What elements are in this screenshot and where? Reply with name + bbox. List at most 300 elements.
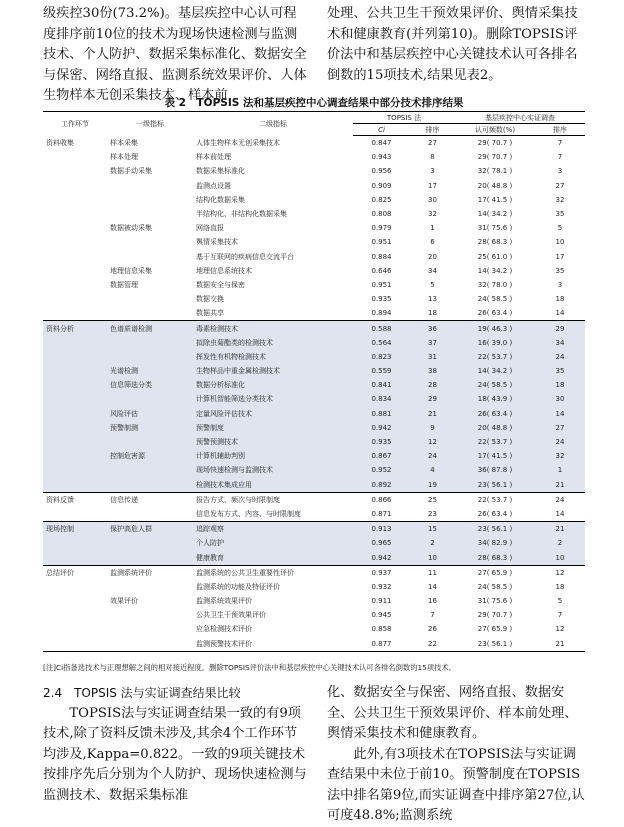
cell-level2: 预警制度 [193, 421, 353, 435]
cell-level1: 风险评估 [107, 407, 193, 421]
cell-survey-rank: 5 [557, 224, 563, 233]
cell-approve: 20( 48.8 ) [455, 421, 535, 435]
cell-topsis-rank: 23 [428, 509, 437, 518]
cell-survey-rank: 14 [535, 407, 585, 421]
table-row [43, 507, 585, 522]
cell-topsis-rank: 22 [410, 637, 455, 652]
cell-approve: 28( 68.3 ) [477, 238, 513, 247]
cell-approve: 27( 65.9 ) [477, 625, 513, 634]
cell-survey-rank: 14 [555, 509, 565, 518]
cell-topsis-rank: 32 [428, 210, 437, 219]
cell-topsis-rank: 9 [410, 421, 455, 435]
cell-approve: 19( 46.3 ) [455, 321, 535, 336]
cell-topsis-rank: 24 [410, 449, 455, 463]
cell-topsis-rank: 30 [428, 195, 437, 204]
cell-level2: 公共卫生干预效果评价 [196, 611, 266, 620]
cell-approve: 28( 68.3 ) [455, 550, 535, 565]
cell-level2: 预警预测技术 [193, 435, 353, 449]
cell-ci: 0.823 [353, 350, 410, 364]
cell-topsis-rank: 20 [428, 252, 437, 261]
cell-approve: 26( 63.4 ) [455, 407, 535, 421]
cell-approve: 31( 75.6 ) [477, 224, 513, 233]
cell-level1: 效果评价 [110, 597, 138, 606]
cell-level1 [107, 392, 193, 406]
header-rank2: 排序 [535, 124, 585, 136]
cell-survey-rank: 24 [535, 435, 585, 449]
cell-ci: 0.871 [371, 509, 392, 518]
cell-level1 [107, 478, 193, 493]
cell-survey-rank: 7 [557, 139, 563, 148]
cell-topsis-rank: 28 [410, 378, 455, 392]
cell-survey-rank: 10 [535, 550, 585, 565]
header-survey: 基层疾控中心实证调查 [455, 112, 585, 124]
cell-level2: 追踪观察 [193, 522, 353, 537]
cell-ci: 0.935 [353, 435, 410, 449]
cell-survey-rank: 34 [535, 336, 585, 350]
cell-level2: 信息发布方式、内容、与时限制度 [196, 509, 301, 518]
cell-level1: 监测系统评价 [107, 565, 193, 580]
cell-ci: 0.932 [371, 582, 392, 591]
cell-stage [43, 536, 107, 550]
cell-survey-rank: 12 [535, 565, 585, 580]
cell-ci: 0.951 [371, 238, 392, 247]
cell-level1 [107, 306, 193, 321]
cell-topsis-rank: 21 [410, 407, 455, 421]
cell-stage: 资料收集 [46, 138, 74, 147]
cell-topsis-rank: 17 [428, 181, 437, 190]
cell-topsis-rank: 27 [428, 139, 437, 148]
cell-survey-rank: 30 [535, 392, 585, 406]
cell-approve: 29( 70.7 ) [477, 611, 513, 620]
cell-ci: 0.935 [371, 295, 392, 304]
cell-level1 [107, 507, 193, 522]
table-row [43, 565, 585, 580]
cell-survey-rank: 24 [535, 492, 585, 507]
cell-approve: 32( 78.1 ) [477, 167, 513, 176]
cell-ci: 0.979 [371, 224, 392, 233]
cell-stage [43, 622, 107, 636]
table-row [43, 264, 585, 278]
cell-ci: 0.564 [353, 336, 410, 350]
cell-topsis-rank: 11 [410, 565, 455, 580]
cell-level1 [107, 292, 193, 306]
cell-stage [43, 179, 107, 193]
cell-level2: 地理信息系统技术 [196, 266, 252, 275]
table-row [43, 580, 585, 594]
cell-level1 [107, 622, 193, 636]
cell-survey-rank: 35 [555, 266, 565, 275]
cell-level2: 网络直报 [196, 224, 224, 233]
table-row [43, 336, 585, 350]
cell-topsis-rank: 8 [430, 153, 435, 162]
cell-stage [43, 421, 107, 435]
bottom-right-paragraph-1: 化、数据安全与保密、网络直报、数据安全、公共卫生干预效果评价、样本前处理、舆情采集技术和健康教育。 [327, 685, 578, 741]
header-topsis: TOPSIS 法 [353, 112, 455, 124]
cell-approve: 25( 61.0 ) [477, 252, 513, 261]
cell-approve: 24( 58.5 ) [455, 378, 535, 392]
table-note: [注]Ci指备选技术与正理想解之间的相对接近程度。删除TOPSIS评价法中和基层疾控中心关键技术认可各排名倒数的15项技术。 [43, 663, 456, 672]
top-left-paragraph: 级疾控30份(73.2%)。基层疾控中心认可程度排序前10位的技术为现场快速检测与监测技术、个人防护、数据采集标准化、数据安全与保密、网络直报、监测系统效果评价、人体生物样本无创采集技术、样本前 [43, 6, 307, 103]
cell-level1 [107, 637, 193, 652]
cell-topsis-rank: 10 [410, 550, 455, 565]
top-right-paragraph: 处理、公共卫生干预效果评价、舆情采集技术和健康教育(并列第10)。删除TOPSIS评价法中和基层疾控中心关键技术认可各排名倒数的15项技术,结果见表2。 [327, 6, 578, 83]
cell-ci: 0.877 [353, 637, 410, 652]
cell-level1 [107, 336, 193, 350]
cell-ci: 0.834 [353, 392, 410, 406]
cell-ci: 0.866 [353, 492, 410, 507]
cell-survey-rank: 18 [555, 582, 565, 591]
cell-stage [43, 392, 107, 406]
cell-ci: 0.942 [353, 421, 410, 435]
cell-ci: 0.881 [353, 407, 410, 421]
cell-level2: 数据采集标准化 [196, 167, 245, 176]
cell-survey-rank: 7 [557, 153, 563, 162]
cell-stage: 现场控制 [43, 522, 107, 537]
cell-level2: 生物样品中重金属检测技术 [193, 364, 353, 378]
table-row [43, 449, 585, 463]
cell-level1 [107, 550, 193, 565]
cell-level2: 个人防护 [193, 536, 353, 550]
cell-approve: 26( 63.4 ) [477, 309, 513, 318]
table-row [43, 550, 585, 565]
cell-level1 [107, 463, 193, 477]
cell-level1 [107, 580, 193, 594]
cell-approve: 22( 53.7 ) [455, 435, 535, 449]
cell-stage [43, 449, 107, 463]
cell-level2: 人体生物样本无创采集技术 [196, 138, 280, 147]
cell-approve: 23( 56.1 ) [455, 522, 535, 537]
cell-stage [43, 350, 107, 364]
cell-approve: 18( 43.9 ) [455, 392, 535, 406]
cell-topsis-rank: 12 [410, 435, 455, 449]
cell-stage [43, 264, 107, 278]
cell-level2: 数据安全与保密 [196, 280, 245, 289]
cell-level1 [107, 350, 193, 364]
cell-level1: 数据手动采集 [110, 167, 152, 176]
table-caption: 表 2 TOPSIS 法和基层疾控中心调查结果中部分技术排序结果 [164, 97, 464, 109]
table-row [43, 235, 585, 249]
cell-stage: 总结评价 [43, 565, 107, 580]
cell-survey-rank: 12 [555, 625, 565, 634]
cell-ci: 0.913 [353, 522, 410, 537]
cell-topsis-rank: 7 [430, 611, 435, 620]
cell-topsis-rank: 18 [428, 309, 437, 318]
cell-topsis-rank: 6 [430, 238, 435, 247]
table-row [43, 478, 585, 493]
cell-level2: 数据分析标准化 [193, 378, 353, 392]
cell-level2: 健康教育 [193, 550, 353, 565]
cell-approve: 20( 48.8 ) [477, 181, 513, 190]
table-row [43, 136, 585, 151]
cell-topsis-rank: 13 [428, 295, 437, 304]
cell-approve: 24( 58.5 ) [477, 582, 513, 591]
bottom-left-paragraph: TOPSIS法与实证调查结果一致的有9项技术,除了资料反馈未涉及,其余4个工作环节均涉及,Kappa=0.822。一致的9项关键技术按排序先后分别为个人防护、现场快速检测与监测技术、数据采集标准 [43, 705, 307, 803]
cell-topsis-rank: 5 [430, 280, 435, 289]
cell-level1: 数据管理 [110, 280, 138, 289]
cell-approve: 16( 39.0 ) [455, 336, 535, 350]
cell-approve: 14( 34.2 ) [477, 266, 513, 275]
cell-level1 [107, 536, 193, 550]
cell-approve: 26( 63.4 ) [477, 509, 513, 518]
cell-topsis-rank: 2 [410, 536, 455, 550]
cell-stage: 资料分析 [43, 321, 107, 336]
cell-survey-rank: 1 [535, 463, 585, 477]
cell-stage [43, 150, 107, 164]
table-row [43, 594, 585, 608]
cell-level2: 计算机智能筛选分类技术 [193, 392, 353, 406]
cell-survey-rank: 21 [535, 522, 585, 537]
cell-survey-rank: 27 [555, 181, 565, 190]
cell-level2: 基于互联网的疾病信息交流平台 [196, 252, 294, 261]
cell-level2: 检测技术集成应用 [193, 478, 353, 493]
cell-topsis-rank: 1 [430, 224, 435, 233]
cell-topsis-rank: 3 [430, 167, 435, 176]
cell-level1: 光谱检测 [107, 364, 193, 378]
cell-survey-rank: 3 [557, 167, 563, 176]
cell-level1: 数据被动采集 [110, 224, 152, 233]
table-row [43, 207, 585, 221]
cell-survey-rank: 10 [555, 238, 565, 247]
cell-ci: 0.943 [371, 153, 392, 162]
section-title: 2.4 TOPSIS 法与实证调查结果比较 [43, 686, 241, 700]
cell-ci: 0.951 [371, 280, 392, 289]
header-level1: 一级指标 [107, 112, 193, 136]
cell-approve: 14( 34.2 ) [477, 210, 513, 219]
cell-stage [43, 278, 107, 292]
cell-survey-rank: 5 [557, 597, 563, 606]
cell-approve: 14( 34.2 ) [455, 364, 535, 378]
cell-survey-rank: 14 [555, 309, 565, 318]
cell-survey-rank: 32 [555, 195, 565, 204]
cell-approve: 34( 82.9 ) [455, 536, 535, 550]
cell-ci: 0.894 [371, 309, 392, 318]
cell-stage [43, 164, 107, 178]
cell-level2: 报告方式、频次与时限制度 [193, 492, 353, 507]
cell-approve: 36( 87.8 ) [455, 463, 535, 477]
cell-survey-rank: 24 [535, 350, 585, 364]
table-row [43, 492, 585, 507]
cell-level2: 应急检测技术评价 [196, 625, 252, 634]
cell-topsis-rank: 31 [410, 350, 455, 364]
cell-level2: 拟除虫菊酯类的检测技术 [193, 336, 353, 350]
cell-stage [43, 336, 107, 350]
cell-survey-rank: 35 [535, 364, 585, 378]
table-row [43, 435, 585, 449]
cell-ci: 0.892 [353, 478, 410, 493]
cell-approve: 24( 58.5 ) [477, 295, 513, 304]
cell-level2: 样本前处理 [196, 153, 231, 162]
cell-level2: 监测系统的公共卫生重要性评价 [193, 565, 353, 580]
cell-level2: 半结构化、非结构化数据采集 [196, 210, 287, 219]
results-table [43, 111, 585, 652]
cell-stage: 资料反馈 [43, 492, 107, 507]
table-row [43, 392, 585, 406]
cell-survey-rank: 21 [535, 478, 585, 493]
cell-stage [43, 580, 107, 594]
cell-ci: 0.965 [353, 536, 410, 550]
cell-ci: 0.847 [371, 139, 392, 148]
table-row [43, 164, 585, 178]
table-row [43, 250, 585, 264]
cell-topsis-rank: 26 [428, 625, 437, 634]
cell-stage [43, 207, 107, 221]
bottom-right-paragraph-2: 此外,有3项技术在TOPSIS法与实证调查结果中未位于前10。预警制度在TOPSIS法中排名第9位,而实证调查中排序第27位,认可度48.8%;监测系统 [327, 746, 585, 823]
cell-approve: 32( 78.0 ) [477, 280, 513, 289]
cell-approve: 23( 56.1 ) [455, 478, 535, 493]
cell-approve: 23( 56.1 ) [455, 637, 535, 652]
cell-topsis-rank: 16 [428, 597, 437, 606]
cell-level2: 毒素检测技术 [193, 321, 353, 336]
cell-survey-rank: 18 [535, 378, 585, 392]
cell-topsis-rank: 38 [410, 364, 455, 378]
table-row [43, 278, 585, 292]
header-stage: 工作环节 [43, 112, 107, 136]
cell-survey-rank: 21 [535, 637, 585, 652]
table-row [43, 350, 585, 364]
cell-level2: 监测预警技术评价 [193, 637, 353, 652]
cell-level1 [107, 435, 193, 449]
table-row [43, 306, 585, 321]
table-row [43, 522, 585, 537]
cell-level1: 信息筛选分类 [107, 378, 193, 392]
cell-approve: 29( 70.7 ) [477, 153, 513, 162]
cell-level2: 监测系统效果评价 [196, 597, 252, 606]
cell-ci: 0.945 [371, 611, 392, 620]
cell-ci: 0.867 [353, 449, 410, 463]
cell-ci: 0.646 [371, 266, 392, 275]
cell-stage [43, 608, 107, 622]
header-ci: Ci [353, 124, 410, 136]
cell-approve: 17( 41.5 ) [477, 195, 513, 204]
cell-ci: 0.911 [371, 597, 392, 606]
cell-survey-rank: 3 [557, 280, 563, 289]
cell-survey-rank: 18 [555, 295, 565, 304]
cell-level1: 地理信息采集 [110, 266, 152, 275]
table-body [43, 136, 585, 652]
cell-ci: 0.808 [371, 210, 392, 219]
cell-stage [43, 193, 107, 207]
table-row [43, 321, 585, 336]
cell-level1 [107, 608, 193, 622]
table-row [43, 407, 585, 421]
cell-level2: 定量风险评估技术 [193, 407, 353, 421]
cell-stage [43, 550, 107, 565]
cell-survey-rank: 2 [535, 536, 585, 550]
cell-level1 [107, 179, 193, 193]
table-row [43, 193, 585, 207]
cell-stage [43, 407, 107, 421]
cell-approve: 29( 70.7 ) [477, 139, 513, 148]
cell-stage [43, 221, 107, 235]
cell-survey-rank: 32 [535, 449, 585, 463]
table-row [43, 463, 585, 477]
cell-level2: 数据交换 [196, 295, 224, 304]
cell-stage [43, 292, 107, 306]
cell-stage [43, 637, 107, 652]
cell-stage [43, 507, 107, 522]
cell-survey-rank: 29 [535, 321, 585, 336]
cell-level1 [107, 250, 193, 264]
cell-topsis-rank: 36 [410, 321, 455, 336]
cell-level2: 结构化数据采集 [196, 195, 245, 204]
cell-stage [43, 378, 107, 392]
cell-topsis-rank: 25 [410, 492, 455, 507]
cell-approve: 17( 41.5 ) [455, 449, 535, 463]
table-row [43, 637, 585, 652]
cell-ci: 0.858 [371, 625, 392, 634]
cell-topsis-rank: 34 [428, 266, 437, 275]
cell-level1 [107, 235, 193, 249]
cell-stage [43, 235, 107, 249]
cell-ci: 0.942 [353, 550, 410, 565]
cell-level1: 预警制测 [107, 421, 193, 435]
cell-survey-rank: 27 [535, 421, 585, 435]
table-row [43, 221, 585, 235]
table-row [43, 536, 585, 550]
cell-ci: 0.841 [353, 378, 410, 392]
cell-level1: 色谱质谱检测 [107, 321, 193, 336]
table-row [43, 608, 585, 622]
cell-approve: 31( 75.6 ) [477, 597, 513, 606]
cell-topsis-rank: 19 [410, 478, 455, 493]
cell-approve: 27( 65.9 ) [455, 565, 535, 580]
cell-level2: 挥发性有机物检测技术 [193, 350, 353, 364]
cell-level2: 监测点设置 [196, 181, 231, 190]
header-level2: 二级指标 [193, 112, 353, 136]
cell-ci: 0.909 [371, 181, 392, 190]
cell-level2: 数据共享 [196, 309, 224, 318]
cell-level1 [107, 207, 193, 221]
cell-level1: 控制危害源 [107, 449, 193, 463]
cell-stage [43, 435, 107, 449]
header-approve: 认可频数(%) [455, 124, 535, 136]
cell-stage [43, 594, 107, 608]
cell-ci: 0.559 [353, 364, 410, 378]
table-row [43, 179, 585, 193]
table-row [43, 292, 585, 306]
cell-stage [43, 364, 107, 378]
table-row [43, 622, 585, 636]
cell-stage [43, 478, 107, 493]
cell-ci: 0.952 [353, 463, 410, 477]
cell-ci: 0.956 [371, 167, 392, 176]
cell-approve: 22( 53.7 ) [455, 350, 535, 364]
cell-level1: 信息传递 [107, 492, 193, 507]
cell-topsis-rank: 37 [410, 336, 455, 350]
table-row [43, 150, 585, 164]
cell-stage [43, 463, 107, 477]
cell-topsis-rank: 4 [410, 463, 455, 477]
cell-ci: 0.937 [353, 565, 410, 580]
table-row [43, 364, 585, 378]
cell-ci: 0.825 [371, 195, 392, 204]
cell-level2: 舆情采集技术 [196, 238, 238, 247]
cell-ci: 0.588 [353, 321, 410, 336]
table-row [43, 378, 585, 392]
cell-level2: 监测系统的功能及特征评价 [196, 582, 280, 591]
cell-topsis-rank: 14 [428, 582, 437, 591]
cell-level1: 样本处理 [110, 153, 138, 162]
cell-survey-rank: 17 [555, 252, 565, 261]
table-row [43, 421, 585, 435]
cell-level1: 样本采集 [110, 138, 138, 147]
cell-stage [43, 306, 107, 321]
cell-level1 [107, 193, 193, 207]
cell-survey-rank: 35 [555, 210, 565, 219]
header-rank: 排序 [410, 124, 455, 136]
cell-topsis-rank: 29 [410, 392, 455, 406]
cell-approve: 22( 53.7 ) [455, 492, 535, 507]
